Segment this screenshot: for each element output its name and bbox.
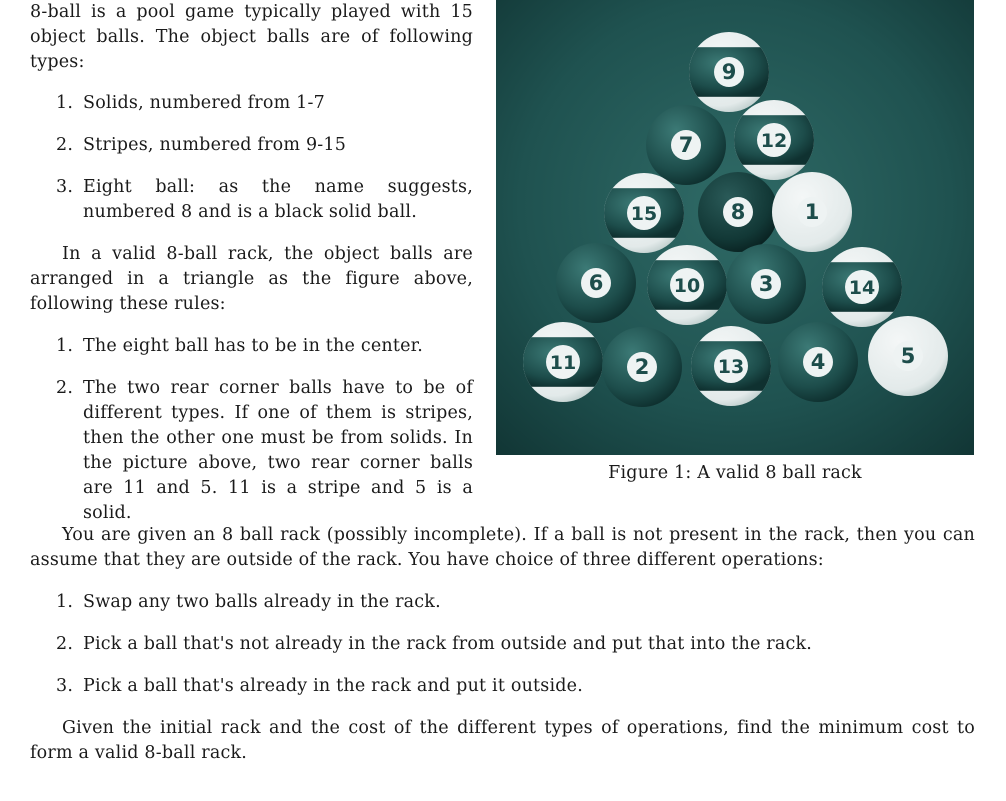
ball-13: [691, 326, 771, 406]
list-number: 2.: [56, 135, 74, 155]
ball-1: [772, 172, 852, 252]
list-item: [30, 674, 975, 699]
ball-8: [698, 172, 778, 252]
rules-intro-paragraph: In a valid 8-ball rack, the object balls are arranged in a triangle as the figure above, following these rules:: [30, 244, 473, 314]
ball-12: [734, 100, 814, 180]
ball-number-label: 5: [900, 344, 916, 368]
list-text: Eight ball: as the name suggests, numbered 8 and is a black solid ball.: [83, 177, 473, 222]
ball-number-label: 14: [848, 277, 876, 299]
ball-6: [556, 243, 636, 323]
ball-number-label: 6: [588, 271, 604, 295]
ball-number-label: 10: [673, 275, 701, 297]
list-item: [30, 133, 473, 158]
list-number: 3.: [56, 676, 74, 696]
intro-paragraph: 8-ball is a pool game typically played with 15 object balls. The object balls are of following types:: [30, 2, 473, 72]
ball-number-label: 9: [721, 60, 737, 84]
ball-14: [822, 247, 902, 327]
list-text: Solids, numbered from 1-7: [83, 93, 325, 113]
ball-5: [868, 316, 948, 396]
ball-15: [604, 173, 684, 253]
list-text: Swap any two balls already in the rack.: [83, 592, 441, 612]
left-column: [30, 0, 473, 526]
list-number: 1.: [56, 336, 74, 356]
ball-number-label: 2: [634, 355, 650, 379]
list-item: [30, 334, 473, 359]
ball-number-label: 12: [760, 130, 788, 152]
list-number: 1.: [56, 93, 74, 113]
rules-list: [30, 334, 473, 526]
figure: [496, 0, 974, 483]
ball-number-label: 13: [717, 356, 745, 378]
list-item: [30, 376, 473, 526]
ball-types-list: [30, 91, 473, 225]
ball-number-label: 4: [810, 350, 826, 374]
list-text: The two rear corner balls have to be of different types. If one of them is stripes, then the other one must be from solids. In the picture above, two rear corner balls are 11 and 5. 11 is a stripe and 5 is a solid.: [83, 378, 473, 523]
list-text: Pick a ball that's not already in the rack from outside and put that into the rack.: [83, 634, 813, 654]
ball-3: [726, 244, 806, 324]
list-item: [30, 175, 473, 225]
ball-number-label: 7: [678, 133, 694, 157]
list-number: 2.: [56, 378, 74, 398]
ball-2: [602, 327, 682, 407]
list-item: [30, 590, 975, 615]
rack-photo: [496, 0, 974, 455]
ball-4: [778, 322, 858, 402]
list-text: The eight ball has to be in the center.: [83, 336, 424, 356]
ball-number-label: 3: [758, 272, 774, 296]
operations-list: [30, 590, 975, 699]
bottom-section: [30, 523, 975, 766]
given-paragraph: You are given an 8 ball rack (possibly incomplete). If a ball is not present in the rack, then you can assume that they are outside of the rack. You have choice of three different operations:: [30, 525, 975, 570]
list-number: 3.: [56, 177, 74, 197]
list-number: 1.: [56, 592, 74, 612]
ball-11: [523, 322, 603, 402]
list-text: Stripes, numbered from 9-15: [83, 135, 347, 155]
ball-number-label: 11: [549, 352, 577, 374]
ball-7: [646, 105, 726, 185]
list-number: 2.: [56, 634, 74, 654]
task-paragraph: Given the initial rack and the cost of the different types of operations, find the minimum cost to form a valid 8-ball rack.: [30, 718, 975, 763]
ball-number-label: 15: [630, 203, 658, 225]
ball-10: [647, 245, 727, 325]
ball-number-label: 8: [730, 200, 746, 224]
list-item: [30, 632, 975, 657]
ball-number-label: 1: [804, 200, 820, 224]
ball-9: [689, 32, 769, 112]
figure-caption: Figure 1: A valid 8 ball rack: [608, 463, 862, 483]
list-text: Pick a ball that's already in the rack and put it outside.: [83, 676, 583, 696]
list-item: [30, 91, 473, 116]
